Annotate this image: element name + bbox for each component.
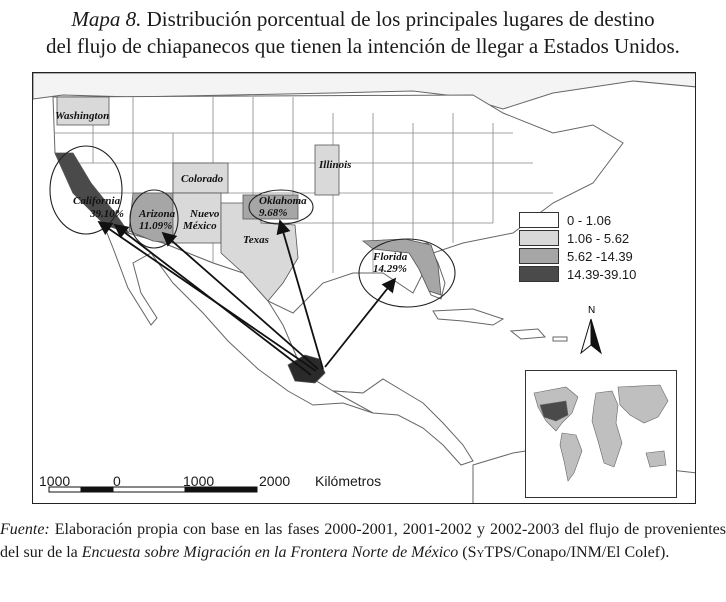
map-frame — [32, 72, 696, 504]
inset-world-svg — [526, 371, 676, 497]
legend-swatch-0 — [519, 212, 559, 228]
source-footnote — [0, 518, 726, 564]
north-arrow — [581, 305, 601, 353]
label-illinois: Illinois — [319, 159, 352, 171]
legend-row — [519, 211, 636, 229]
label-arizona: Arizona — [139, 208, 176, 220]
inset-world-map — [525, 370, 677, 498]
label-florida-value: 14.29% — [373, 263, 407, 275]
label-oklahoma: Oklahoma — [259, 195, 307, 207]
legend-swatch-3 — [519, 266, 559, 282]
legend-label-2: 5.62 -14.39 — [567, 248, 633, 264]
legend-row — [519, 247, 636, 265]
legend — [519, 211, 636, 283]
inm-label: INM — [570, 544, 602, 561]
sep1: /Conapo/ — [512, 544, 571, 561]
arrow-to-florida — [325, 279, 395, 367]
title-line-2: del flujo de chiapanecos que tienen la intención de llegar a Estados Unidos. — [46, 34, 680, 58]
legend-row — [519, 229, 636, 247]
footnote-text: Elaboración propia con base en las fases 2000-2001, 2001-2002 y 2002-2003 del flujo de provenientes del sur de la — [0, 521, 726, 561]
stps-label: SyTPS — [467, 544, 513, 561]
map-number: Mapa 8. — [71, 7, 142, 31]
north-label: N — [588, 305, 596, 316]
label-mexico: México — [183, 220, 217, 232]
scale-tick-0: 1000 — [39, 473, 71, 489]
puerto-rico-island — [553, 337, 567, 341]
inset-australia — [646, 451, 666, 467]
legend-row — [519, 265, 636, 283]
label-arizona-value: 11.09% — [139, 220, 173, 232]
scale-tick-2: 1000 — [183, 473, 215, 489]
scale-bar — [49, 487, 257, 492]
fuente-label: Fuente: — [0, 521, 50, 538]
scale-tick-3: 2000 — [259, 473, 291, 489]
scale-unit: Kilómetros — [315, 473, 382, 489]
legend-label-1: 1.06 - 5.62 — [567, 230, 630, 246]
survey-name: Encuesta sobre Migración en la Frontera Norte de México — [81, 544, 459, 561]
map-title — [0, 6, 726, 60]
legend-label-3: 14.39-39.10 — [567, 266, 637, 282]
label-texas: Texas — [243, 234, 269, 246]
north-arrow-icon — [581, 319, 591, 353]
label-nuevo: Nuevo — [190, 208, 220, 220]
legend-swatch-2 — [519, 248, 559, 264]
label-california: California — [73, 195, 121, 207]
label-washington: Washington — [55, 110, 110, 122]
label-california-value: 39.10% — [90, 208, 124, 220]
label-florida: Florida — [373, 251, 408, 263]
paren-open: ( — [462, 544, 468, 561]
cuba-island — [433, 309, 503, 325]
label-oklahoma-value: 9.68% — [259, 207, 288, 219]
title-line-1: Distribución porcentual de los principales lugares de destino — [146, 7, 655, 31]
legend-label-0: 0 - 1.06 — [567, 212, 612, 228]
central-america-outline — [333, 379, 473, 465]
hispaniola-island — [511, 329, 545, 339]
sep2: /El Colef). — [601, 544, 670, 561]
inset-asia — [618, 385, 668, 423]
inset-south-america — [560, 433, 582, 481]
label-colorado: Colorado — [181, 173, 224, 185]
inset-europe-africa — [592, 391, 622, 467]
legend-swatch-1 — [519, 230, 559, 246]
scale-tick-1: 0 — [113, 473, 121, 489]
